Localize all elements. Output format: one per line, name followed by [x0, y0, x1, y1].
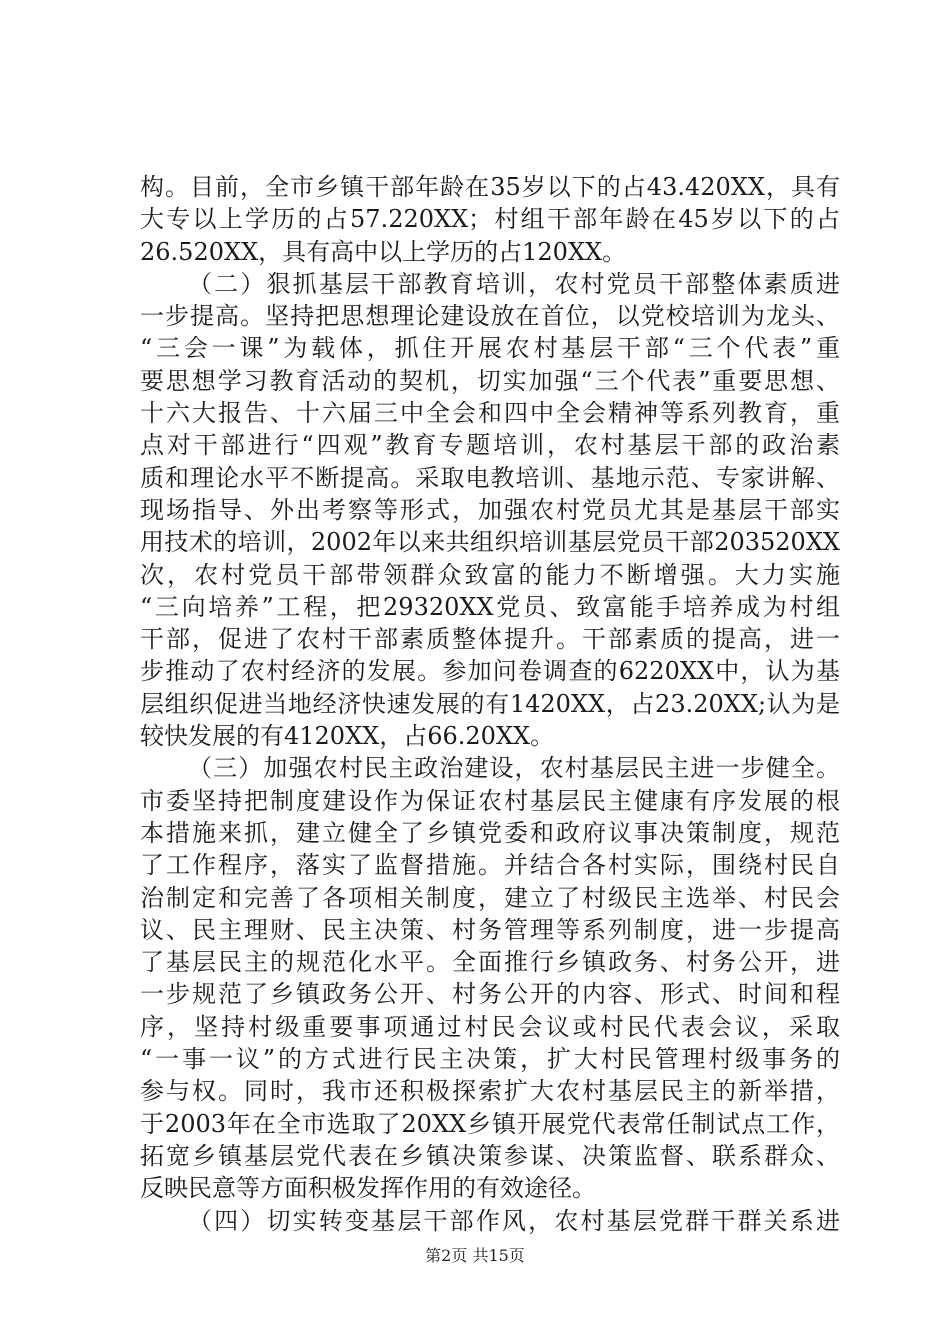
- text-line: 于2003年在全市选取了20XX乡镇开展党代表常任制试点工作，: [140, 1109, 840, 1138]
- text-line: 构。目前，全市乡镇干部年龄在35岁以下的占43.420XX，具有: [140, 173, 840, 201]
- text-line: 干部，促进了农村干部素质整体提升。干部素质的提高，进一: [140, 625, 840, 654]
- text-line: 一步提高。坚持把思想理论建设放在首位，以党校培训为龙头、: [140, 302, 840, 331]
- text-line: 本措施来抓，建立健全了乡镇党委和政府议事决策制度，规范: [140, 818, 840, 847]
- text-line: 用技术的培训，2002年以来共组织培训基层党员干部203520XX: [140, 528, 840, 557]
- text-line: 了工作程序，落实了监督措施。并结合各村实际，围绕村民自: [140, 851, 840, 880]
- text-line: 序，坚持村级重要事项通过村民会议或村民代表会议，采取: [140, 1012, 840, 1041]
- document-body: [140, 171, 840, 1237]
- text-line: 市委坚持把制度建设作为保证农村基层民主健康有序发展的根: [140, 786, 840, 815]
- text-line: 26.520XX，具有高中以上学历的占120XX。: [140, 237, 627, 266]
- text-line: “三向培养”工程，把29320XX党员、致富能手培养成为村组: [140, 592, 840, 621]
- text-line: 较快发展的有4120XX，占66.20XX。: [140, 722, 555, 751]
- text-line: 质和理论水平不断提高。采取电教培训、基地示范、专家讲解、: [140, 463, 840, 492]
- text-line: 次，农村党员干部带领群众致富的能力不断增强。大力实施: [140, 560, 840, 589]
- text-line: 层组织促进当地经济快速发展的有1420XX，占23.20XX;认为是: [140, 689, 840, 718]
- text-line: 反映民意等方面积极发挥作用的有效途径。: [140, 1174, 596, 1203]
- text-line: 大专以上学历的占57.220XX；村组干部年龄在45岁以下的占: [140, 205, 840, 234]
- text-line: （二）狠抓基层干部教育培训，农村党员干部整体素质进: [188, 269, 840, 298]
- text-line: 一步规范了乡镇政务公开、村务公开的内容、形式、时间和程: [140, 980, 840, 1009]
- text-line: 议、民主理财、民主决策、村务管理等系列制度，进一步提高: [140, 915, 840, 944]
- text-line: （四）切实转变基层干部作风，农村基层党群干群关系进: [188, 1206, 840, 1235]
- text-line: “一事一议”的方式进行民主决策，扩大村民管理村级事务的: [140, 1045, 840, 1074]
- text-line: 十六大报告、十六届三中全会和四中全会精神等系列教育，重: [140, 399, 840, 428]
- text-line: 要思想学习教育活动的契机，切实加强“三个代表”重要思想、: [140, 366, 840, 395]
- text-line: 了基层民主的规范化水平。全面推行乡镇政务、村务公开，进: [140, 948, 840, 977]
- text-line: 步推动了农村经济的发展。参加问卷调查的6220XX中，认为基: [140, 657, 840, 686]
- text-line: “三会一课”为载体，抓住开展农村基层干部“三个代表”重: [140, 334, 840, 363]
- text-line: （三）加强农村民主政治建设，农村基层民主进一步健全。: [188, 754, 840, 783]
- text-line: 治制定和完善了各项相关制度，建立了村级民主选举、村民会: [140, 883, 840, 912]
- page-footer: 第2页 共15页: [425, 1246, 525, 1265]
- text-line: 参与权。同时，我市还积极探索扩大农村基层民主的新举措，: [140, 1077, 840, 1106]
- text-line: 拓宽乡镇基层党代表在乡镇决策参谋、决策监督、联系群众、: [140, 1141, 840, 1170]
- text-line: 点对干部进行“四观”教育专题培训，农村基层干部的政治素: [140, 431, 840, 460]
- text-line: 现场指导、外出考察等形式，加强农村党员尤其是基层干部实: [140, 495, 840, 524]
